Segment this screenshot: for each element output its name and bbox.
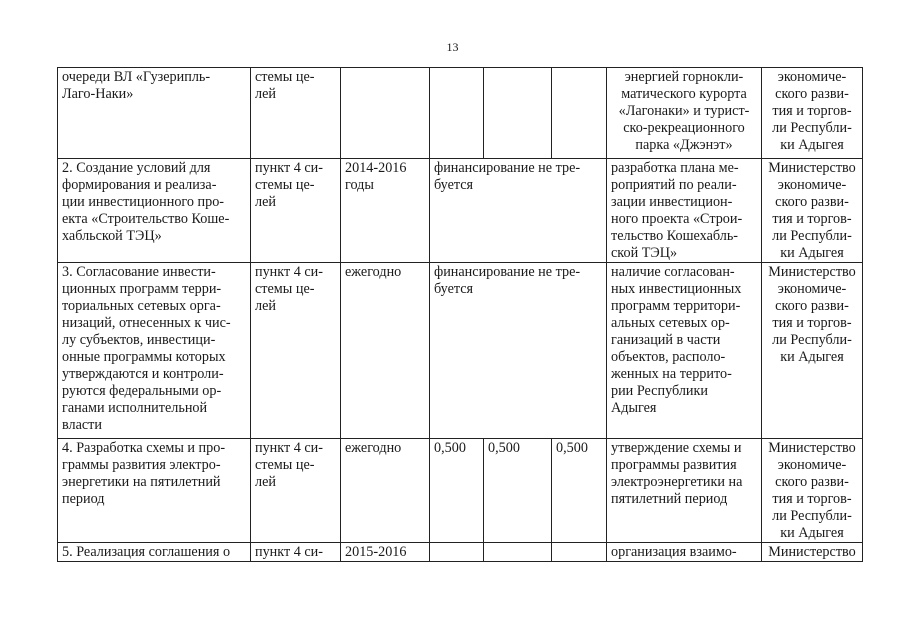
- executor-cell: экономиче- ского разви- тия и торгов- ли Республи- ки Адыгея: [762, 68, 863, 159]
- executor-cell: Министерство: [762, 543, 863, 562]
- fin-cell-2: 0,500: [484, 439, 552, 543]
- table-row: [58, 68, 863, 159]
- table-row: [58, 263, 863, 439]
- result-cell: организация взаимо-: [607, 543, 762, 562]
- table-row: [58, 543, 863, 562]
- task-cell: 4. Разработка схемы и про- граммы развития электро- энергетики на пятилетний период: [58, 439, 251, 543]
- period-cell: [341, 68, 430, 159]
- period-cell: ежегодно: [341, 439, 430, 543]
- basis-cell: пункт 4 си- стемы це- лей: [251, 159, 341, 263]
- executor-cell: Министерство экономиче- ского разви- тия и торгов- ли Республи- ки Адыгея: [762, 439, 863, 543]
- fin-cell-3: [552, 68, 607, 159]
- fin-cell-2: [484, 543, 552, 562]
- result-cell: утверждение схемы и программы развития электроэнергетики на пятилетний период: [607, 439, 762, 543]
- executor-cell: Министерство экономиче- ского разви- тия и торгов- ли Республи- ки Адыгея: [762, 159, 863, 263]
- task-cell: 3. Согласование инвести- ционных программ терри- ториальных сетевых орга- низаций, отнесенных к чис- лу субъектов, инвестици- онные программы которых утверждаются и контроли- руются федеральными ор- ганами исполнительной власти: [58, 263, 251, 439]
- task-cell: 2. Создание условий для формирования и реализа- ции инвестиционного про- екта «Строительство Коше- хабльской ТЭЦ»: [58, 159, 251, 263]
- executor-cell: Министерство экономиче- ского разви- тия и торгов- ли Республи- ки Адыгея: [762, 263, 863, 439]
- basis-cell: пункт 4 си- стемы це- лей: [251, 263, 341, 439]
- financing-note: финансирование не тре- буется: [430, 159, 607, 263]
- table-row: [58, 439, 863, 543]
- task-cell: 5. Реализация соглашения о: [58, 543, 251, 562]
- fin-cell-1: 0,500: [430, 439, 484, 543]
- fin-cell-3: 0,500: [552, 439, 607, 543]
- period-cell: 2014-2016 годы: [341, 159, 430, 263]
- result-cell: энергией горнокли- матического курорта «Лагонаки» и турист- ско-рекреационного парка «Джэнэт»: [607, 68, 762, 159]
- page-number: 13: [446, 40, 459, 54]
- period-cell: ежегодно: [341, 263, 430, 439]
- basis-cell: пункт 4 си- стемы це- лей: [251, 439, 341, 543]
- basis-cell: стемы це- лей: [251, 68, 341, 159]
- financing-note: финансирование не тре- буется: [430, 263, 607, 439]
- fin-cell-3: [552, 543, 607, 562]
- fin-cell-2: [484, 68, 552, 159]
- plan-table: [57, 67, 863, 562]
- task-cell: очереди ВЛ «Гузерипль- Лаго-Наки»: [58, 68, 251, 159]
- result-cell: наличие согласован- ных инвестиционных программ территори- альных сетевых ор- ганизаций в части объектов, располо- женных на террито- рии Республики Адыгея: [607, 263, 762, 439]
- fin-cell-1: [430, 543, 484, 562]
- fin-cell-1: [430, 68, 484, 159]
- result-cell: разработка плана ме- роприятий по реали- зации инвестицион- ного проекта «Строи- тельство Кошехабль- ской ТЭЦ»: [607, 159, 762, 263]
- table-row: [58, 159, 863, 263]
- period-cell: 2015-2016: [341, 543, 430, 562]
- basis-cell: пункт 4 си-: [251, 543, 341, 562]
